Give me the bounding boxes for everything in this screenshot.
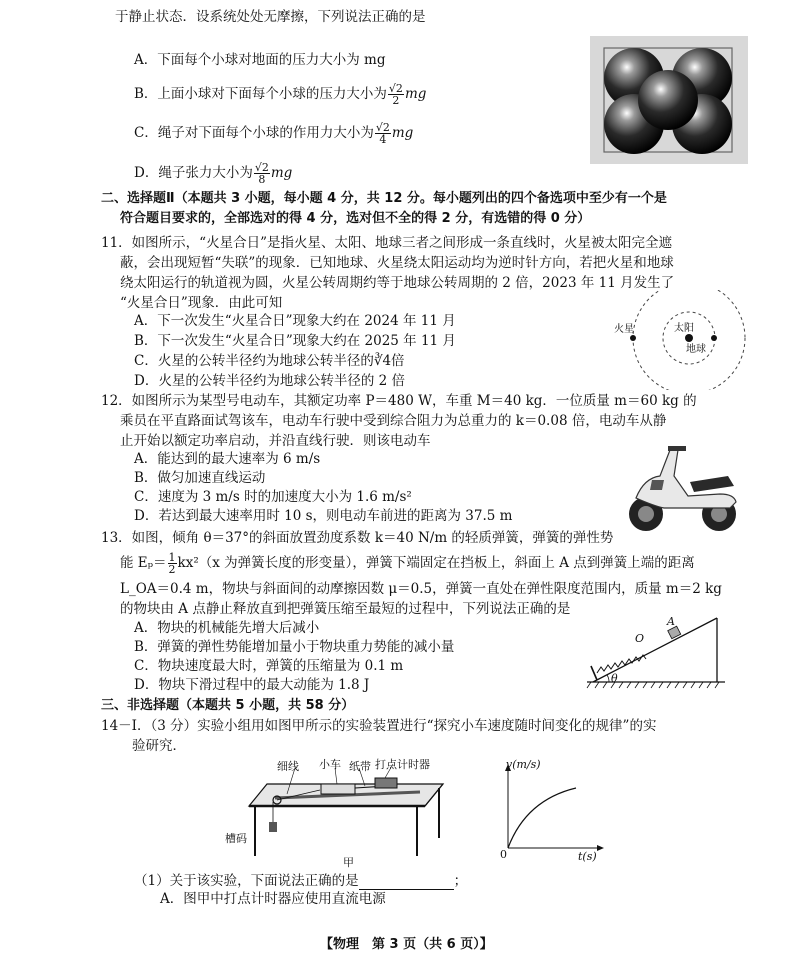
q13-stem-line1: 13．如图，倾角 θ＝37°的斜面放置劲度系数 k＝40 N/m 的轻质弹簧，弹簧的弹性势 bbox=[101, 530, 614, 546]
q12-stem-line2: 乘员在平直路面试驾该车，电动车行驶中受到综合阻力为总重力的 k＝0.08 倍，电动车从静 bbox=[120, 413, 667, 429]
section2-heading-line1: 二、选择题Ⅱ（本题共 3 小题，每小题 4 分，共 12 分。每小题列出的四个备选项中至少有一个是 bbox=[101, 191, 667, 206]
q13-option-d: D．物块下滑过程中的最大动能为 1.8 J bbox=[134, 677, 370, 693]
q13-stem-line4: 的物块由 A 点静止释放直到把弹簧压缩至最短的过程中，下列说法正确的是 bbox=[120, 601, 571, 617]
time-axis-label: t(s) bbox=[578, 850, 597, 863]
q11-stem-line1: 11．如图所示，“火星合日”是指火星、太阳、地球三者之间形成一条直线时，火星被太阳完全遮 bbox=[101, 235, 672, 251]
fraction: $\frac{1}{2}$ bbox=[168, 551, 176, 576]
q12-option-c: C．速度为 3 m/s 时的加速度大小为 1.6 m/s² bbox=[134, 489, 412, 505]
figure-jia-label: 甲 bbox=[343, 856, 354, 869]
q12-stem-line3: 止开始以额定功率启动，并沿直线行驶．则该电动车 bbox=[120, 433, 431, 449]
theta-label: θ bbox=[611, 672, 618, 685]
fraction: $\frac{√2}{8}$ bbox=[254, 161, 269, 186]
q11-orbit-figure bbox=[612, 290, 762, 390]
q12-option-d: D．若达到最大速率用时 10 s，则电动车前进的距离为 37.5 m bbox=[134, 508, 513, 524]
q14-stem-line1: 14－Ⅰ．（3 分）实验小组用如图甲所示的实验装置进行“探究小车速度随时间变化的规律”的实 bbox=[101, 718, 657, 734]
paper-tape-label: 纸带 bbox=[349, 760, 371, 773]
q13-stem-line2: 能 Eₚ＝ $\frac{1}{2}$ kx²（x 为弹簧长度的形变量），弹簧下端固定在挡板上，斜面上 A 点到弹簧上端的距离 bbox=[120, 551, 695, 576]
origin-label: 0 bbox=[500, 848, 507, 861]
cart-label: 小车 bbox=[319, 758, 341, 771]
q10-balls-figure bbox=[590, 36, 748, 164]
sun-label: 太阳 bbox=[674, 323, 694, 334]
answer-blank bbox=[359, 877, 454, 890]
q10-option-b: B．上面小球对下面每个小球的压力大小为 $\frac{√2}{2}$ mg bbox=[134, 82, 427, 107]
q14-sub1: （1）关于该实验，下面说法正确的是 ； bbox=[134, 873, 468, 889]
thread-label: 细线 bbox=[277, 760, 299, 773]
q10-option-a: A．下面每个小球对地面的压力大小为 mg bbox=[134, 52, 386, 68]
q13-incline-figure bbox=[585, 612, 730, 690]
q13-stem-line3: L_OA＝0.4 m，物块与斜面间的动摩擦因数 μ＝0.5，弹簧一直处在弹性限度范围内，质量 m＝2 kg bbox=[120, 581, 722, 597]
q13-option-c: C．物块速度最大时，弹簧的压缩量为 0.1 m bbox=[134, 658, 404, 674]
q14-stem-line2: 验研究． bbox=[132, 738, 186, 754]
earth-label: 地球 bbox=[686, 344, 706, 355]
page-footer: 【物理 第 3 页（共 6 页）】 bbox=[320, 937, 493, 952]
q12-stem-line1: 12．如图所示为某型号电动车，其额定功率 P＝480 W，车重 M＝40 kg．一位质量 m＝60 kg 的 bbox=[101, 393, 697, 409]
q14-sub1-option-a: A．图甲中打点计时器应使用直流电源 bbox=[160, 891, 386, 907]
section2-heading-line2: 符合题目要求的，全部选对的得 4 分，选对但不全的得 2 分，有选错的得 0 分） bbox=[120, 211, 591, 226]
section3-heading: 三、非选择题（本题共 5 小题，共 58 分） bbox=[101, 698, 355, 713]
q12-option-b: B．做匀加速直线运动 bbox=[134, 470, 266, 486]
q11-option-a: A．下一次发生“火星合日”现象大约在 2024 年 11 月 bbox=[134, 313, 456, 329]
point-o-label: O bbox=[635, 632, 645, 645]
timer-label: 打点计时器 bbox=[375, 758, 430, 771]
q11-option-c: C．火星的公转半径约为地球公转半径的∛4倍 bbox=[134, 353, 405, 369]
hook-weight-label: 槽码 bbox=[225, 832, 247, 845]
q10-stem-end: 于静止状态．设系统处处无摩擦，下列说法正确的是 bbox=[115, 9, 426, 25]
q11-option-d: D．火星的公转半径约为地球公转半径的 2 倍 bbox=[134, 373, 405, 389]
q14-vt-graph bbox=[492, 760, 612, 870]
q11-stem-line2: 蔽，会出现短暂“失联”的现象．已知地球、火星绕太阳运动均为逆时针方向，若把火星和地球 bbox=[120, 255, 674, 271]
mars-label: 火星 bbox=[614, 324, 634, 335]
q11-option-b: B．下一次发生“火星合日”现象大约在 2025 年 11 月 bbox=[134, 333, 456, 349]
q10-option-c: C．绳子对下面每个小球的作用力大小为 $\frac{√2}{4}$ mg bbox=[134, 121, 414, 146]
q14-apparatus-figure bbox=[225, 756, 450, 868]
q12-option-a: A．能达到的最大速率为 6 m/s bbox=[134, 451, 321, 467]
fraction: $\frac{√2}{2}$ bbox=[388, 82, 403, 107]
q10-option-d: D．绳子张力大小为 $\frac{√2}{8}$ mg bbox=[134, 161, 293, 186]
q12-scooter-figure bbox=[624, 436, 744, 536]
velocity-axis-label: v(m/s) bbox=[506, 758, 541, 771]
q11-stem-line4: “火星合日”现象．由此可知 bbox=[120, 295, 283, 311]
fraction: $\frac{√2}{4}$ bbox=[375, 121, 390, 146]
q13-option-b: B．弹簧的弹性势能增加量小于物块重力势能的减小量 bbox=[134, 639, 455, 655]
q11-stem-line3: 绕太阳运行的轨道视为圆，火星公转周期约等于地球公转周期的 2 倍，2023 年 11 月发生了 bbox=[120, 275, 675, 291]
q13-option-a: A．物块的机械能先增大后减小 bbox=[134, 620, 320, 636]
point-a-label: A bbox=[667, 615, 675, 628]
